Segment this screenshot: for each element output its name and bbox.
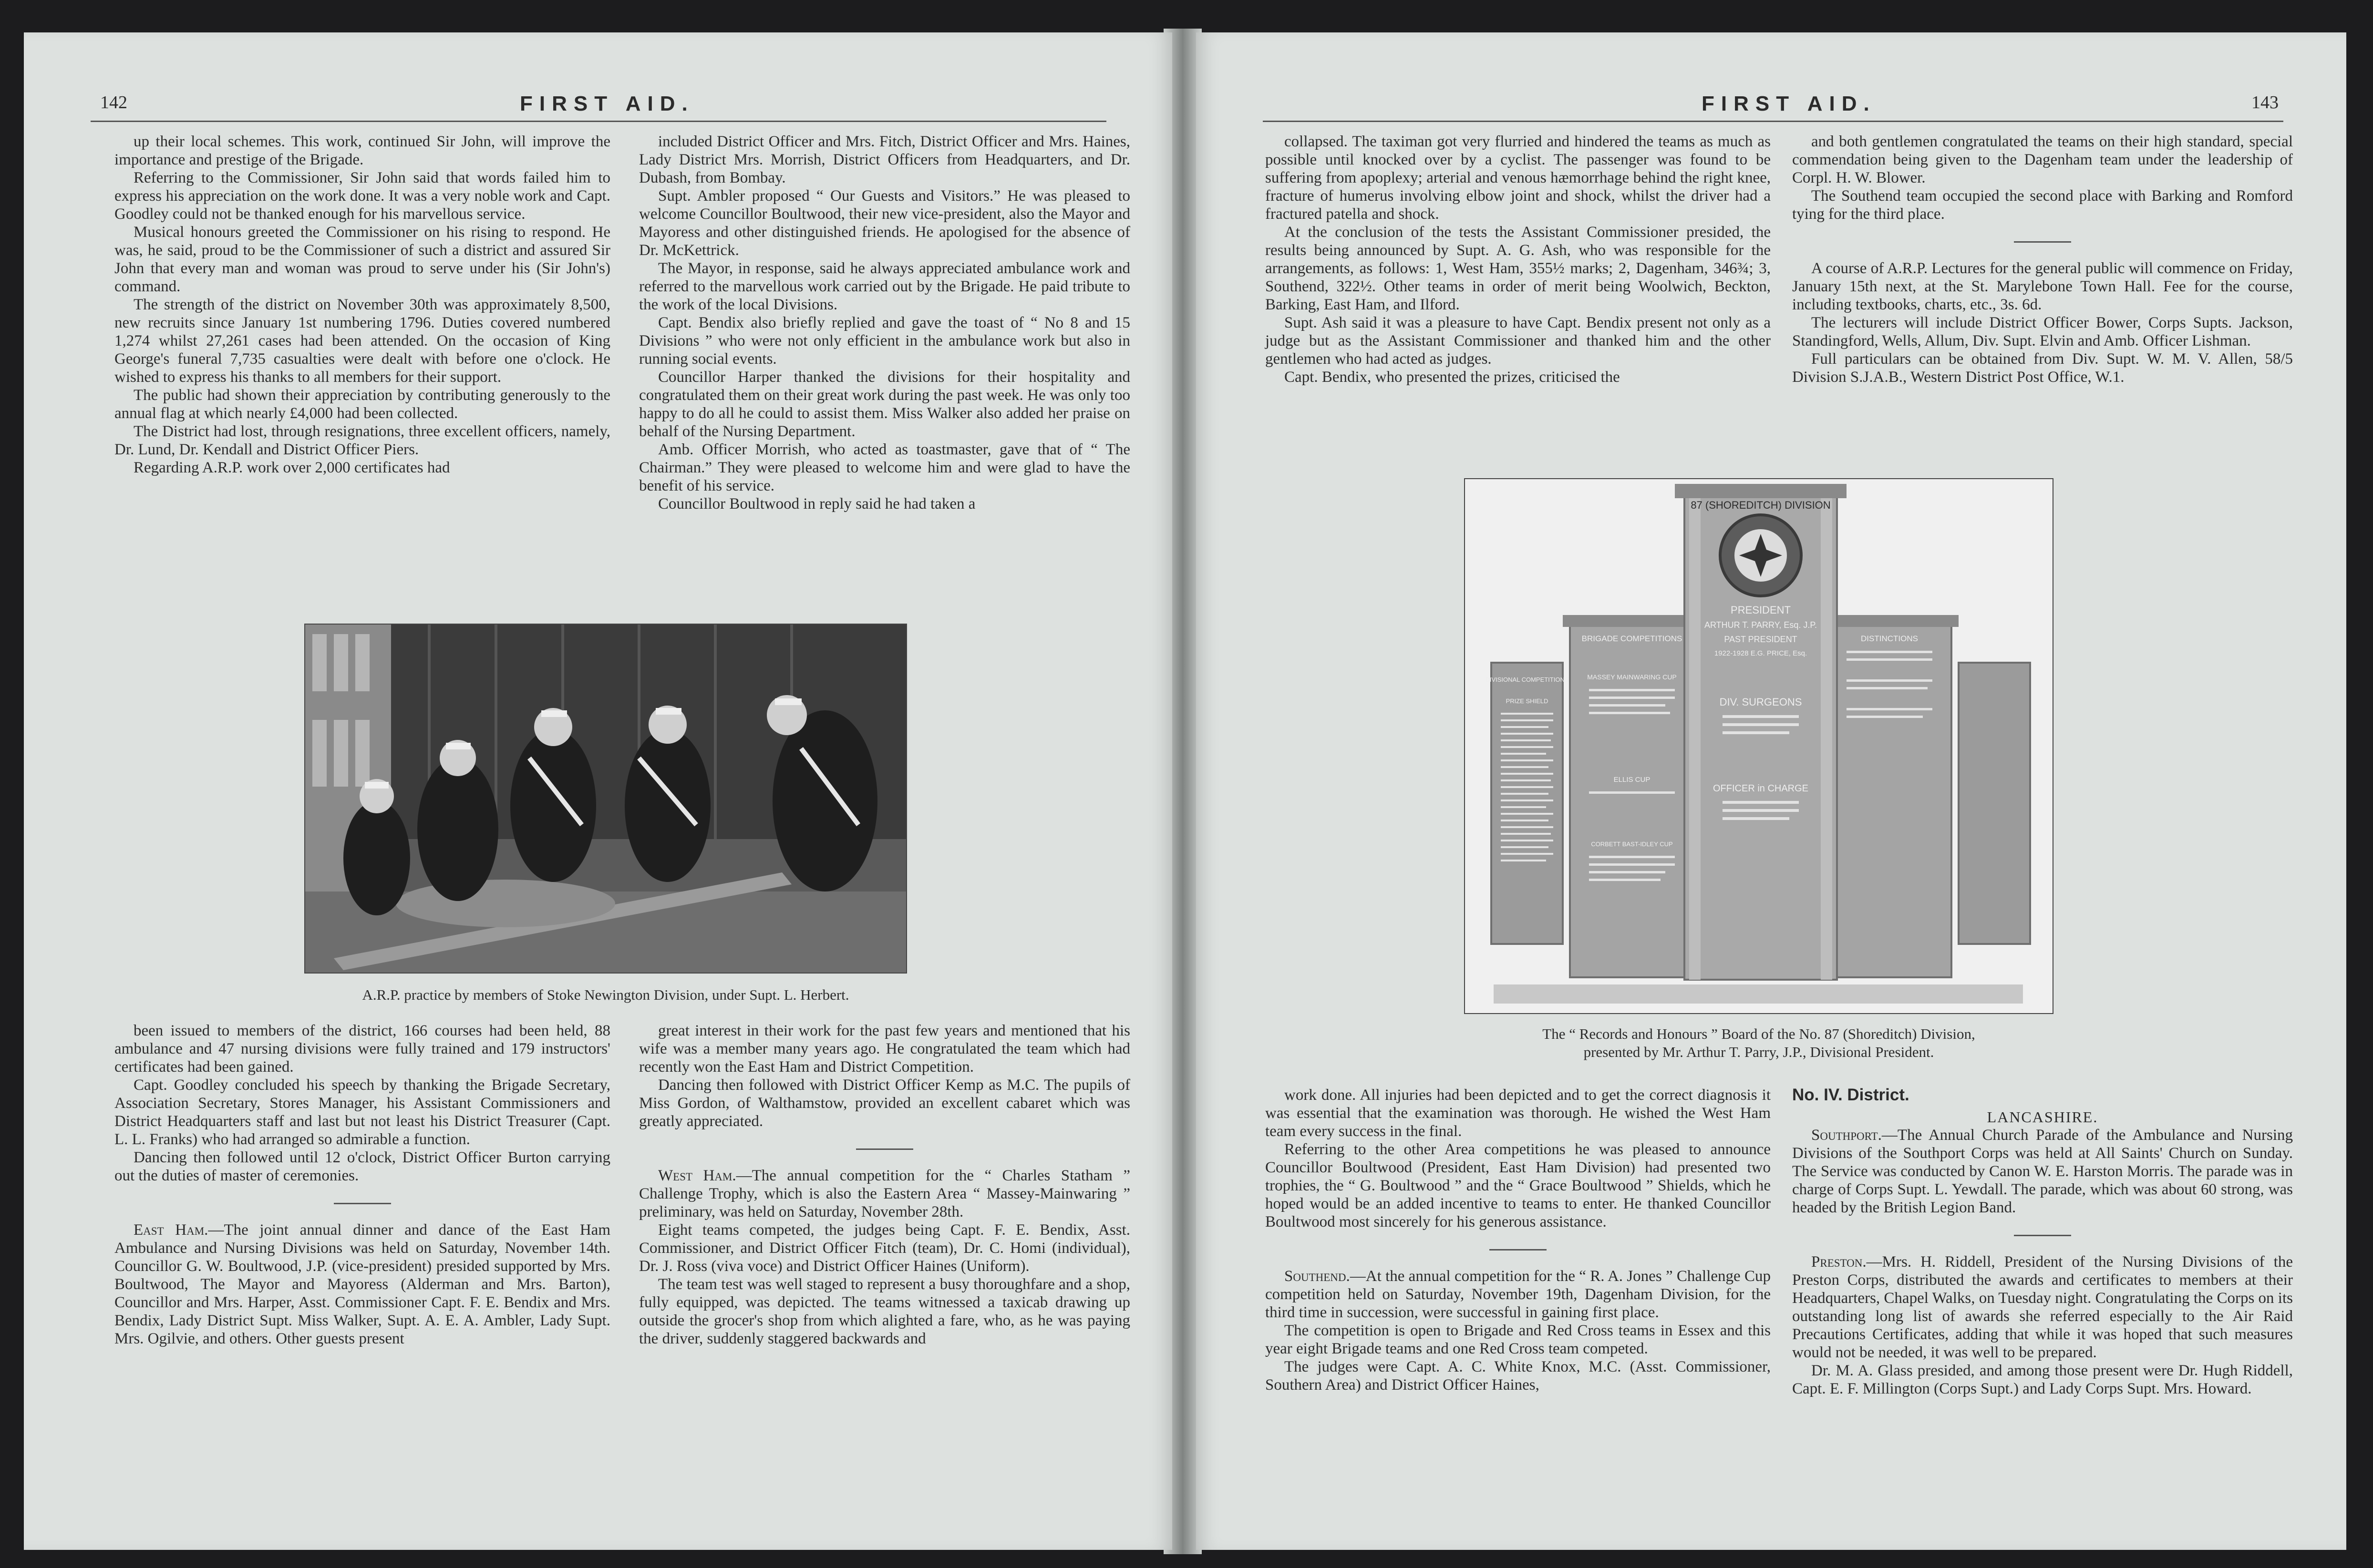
board-past-president-label: PAST PRESIDENT bbox=[1724, 635, 1797, 644]
paragraph: The competition is open to Brigade and Red Cross teams in Essex and this year eight Brigade teams and one Red Cross team competed. bbox=[1265, 1322, 1771, 1357]
board-distinctions: DISTINCTIONS bbox=[1861, 634, 1918, 643]
paragraph: work done. All injuries had been depicted and to get the correct diagnosis it was essential that the examination was thorough. He wished the West Ham team every success in the final. bbox=[1265, 1086, 1771, 1140]
paragraph: Capt. Bendix also briefly replied and gave the toast of “ No 8 and 15 Divisions ” who were not only efficient in the ambulance work but also in running social events. bbox=[639, 314, 1130, 368]
southend-paragraph: Southend.—At the annual competition for the “ R. A. Jones ” Challenge Cup competition held on Saturday, November 19th, Dagenham Division, for the third time in succession, were successful in gaining first place. bbox=[1265, 1268, 1771, 1321]
west-ham-paragraph: West Ham.—The annual competition for the “ Charles Statham ” Challenge Trophy, which is also the Eastern Area “ Massey-Mainwaring ” preliminary, was held on Saturday, November 28th. bbox=[639, 1167, 1130, 1220]
board-massey-mainwaring-cup: MASSEY MAINWARING CUP bbox=[1587, 673, 1677, 681]
paragraph: included District Officer and Mrs. Fitch, District Officer and Mrs. Haines, Lady District Mrs. Morrish, District Officers from Headquarters, and Dr. Dubash, from Bombay. bbox=[639, 133, 1130, 186]
preston-paragraph-2: Dr. M. A. Glass presided, and among those present were Dr. Hugh Riddell, Capt. E. F. Millington (Corps Supt.) and Lady Corps Supt. Mrs. Howard. bbox=[1792, 1362, 2293, 1397]
board-photo-caption: The “ Records and Honours ” Board of the No. 87 (Shoreditch) Division, presented by Mr. Arthur T. Parry, J.P., Divisional President. bbox=[1542, 1025, 1975, 1060]
right-column-2-bottom bbox=[1792, 1086, 2293, 1398]
section-divider bbox=[1265, 1231, 1771, 1267]
right-page bbox=[1196, 32, 2346, 1550]
board-president-label: PRESIDENT bbox=[1731, 604, 1791, 616]
paragraph: Referring to the other Area competitions he was pleased to announce Councillor Boultwood (President, East Ham Division) had presented two trophies, the “ G. Boultwood ” and the “ Grace Boultwood ” Shields, which he hoped would be an added incentive to teams to enter. He thanked Councillor Boultwood most sincerely for his generous assistance. bbox=[1265, 1141, 1771, 1230]
paragraph: up their local schemes. This work, continued Sir John, will improve the importance and prestige of the Brigade. bbox=[114, 133, 610, 168]
east-ham-heading: East Ham. bbox=[134, 1221, 208, 1239]
paragraph: Eight teams competed, the judges being Capt. F. E. Bendix, Asst. Commissioner, and District Officer Fitch (team), Dr. C. Homi (individual), Dr. J. Ross (viva voce) and District Officer Haines (Uniform). bbox=[639, 1221, 1130, 1275]
board-president-name: ARTHUR T. PARRY, Esq. J.P. bbox=[1704, 620, 1817, 630]
paragraph: been issued to members of the district, 166 courses had been held, 88 ambulance and 47 nursing divisions were fully trained and 179 instructors' certificates had been gained. bbox=[114, 1022, 610, 1076]
paragraph: Councillor Harper thanked the divisions for their hospitality and congratulated them on their great work during the past week. He was only too happy to do all he could to assist them. Miss Walker also added her praise on behalf of the Nursing Department. bbox=[639, 369, 1130, 440]
paragraph: Dancing then followed with District Officer Kemp as M.C. The pupils of Miss Gordon, of Walthamstow, provided an excellent cabaret which was greatly appreciated. bbox=[639, 1076, 1130, 1130]
paragraph: great interest in their work for the past few years and mentioned that his wife was a member many years ago. He congratulated the team which had recently won the East Ham and District Competition. bbox=[639, 1022, 1130, 1076]
board-divisional-competitions: DIVISIONAL COMPETITIONS bbox=[1485, 676, 1569, 683]
running-title: FIRST AID. bbox=[520, 92, 694, 115]
board-prize-shield: PRIZE SHIELD bbox=[1506, 697, 1548, 705]
records-honours-board-image bbox=[1465, 479, 2053, 1013]
paragraph: The lecturers will include District Officer Bower, Corps Supts. Jackson, Standingford, Wells, Allum, Div. Supt. Elvin and Amb. Officer Lishman. bbox=[1792, 314, 2293, 349]
paragraph: Amb. Officer Morrish, who acted as toastmaster, gave that of “ The Chairman.” They were pleased to welcome him and were glad to have the benefit of his service. bbox=[639, 441, 1130, 494]
west-ham-heading: West Ham. bbox=[658, 1167, 736, 1184]
paragraph: The public had shown their appreciation by contributing generously to the annual flag at which nearly £4,000 had been collected. bbox=[114, 387, 610, 422]
paragraph: Dancing then followed until 12 o'clock, District Officer Burton carrying out the duties of master of ceremonies. bbox=[114, 1149, 610, 1184]
east-ham-paragraph: East Ham.—The joint annual dinner and dance of the East Ham Ambulance and Nursing Divisions was held on Saturday, November 14th. Councillor G. W. Boultwood, J.P. (vice-president) presided supported by Mrs. Boultwood, The Mayor and Mayoress (Alderman and Mrs. Barton), Councillor and Mrs. Harper, Asst. Commissioner Capt. F. E. Bendix and Mrs. Bendix, Lady District Supt. Miss Walker, Supt. A. E. A. Ambler, Lady Supt. Mrs. Ogilvie, and others. Other guests present bbox=[114, 1221, 610, 1347]
paragraph: Musical honours greeted the Commissioner on his rising to respond. He was, he said, proud to be the Commissioner of such a district and assured Sir John that every man and woman was proud to serve under his (Sir John's) command. bbox=[114, 224, 610, 295]
board-officer-in-charge: OFFICER in CHARGE bbox=[1713, 783, 1809, 794]
southport-heading: Southport. bbox=[1811, 1127, 1882, 1144]
left-column-2-bottom bbox=[639, 1022, 1130, 1348]
paragraph: Full particulars can be obtained from Div. Supt. W. M. V. Allen, 58/5 Division S.J.A.B., Western District Post Office, W.1. bbox=[1792, 350, 2293, 386]
board-brigade-competitions: BRIGADE COMPETITIONS bbox=[1581, 634, 1682, 643]
paragraph: At the conclusion of the tests the Assistant Commissioner presided, the results being announced by Supt. A. G. Ash, who was responsible for the arrangements, as follows: 1, West Ham, 355½ marks; 2, Dagenham, 346¾; 3, Southend, 322½. Other teams in order of merit being Woolwich, Beckton, Barking, East Ham, and Ilford. bbox=[1265, 224, 1771, 313]
right-column-2-top bbox=[1792, 133, 2293, 386]
paragraph: The Mayor, in response, said he always appreciated ambulance work and referred to the marvellous work carried out by the Brigade. He paid tribute to the work of the local Divisions. bbox=[639, 260, 1130, 313]
paragraph: The District had lost, through resignations, three excellent officers, namely, Dr. Lund, Dr. Kendall and District Officer Piers. bbox=[114, 423, 610, 458]
board-past-president-name: 1922-1928 E.G. PRICE, Esq. bbox=[1714, 649, 1807, 657]
southport-paragraph: Southport.—The Annual Church Parade of the Ambulance and Nursing Divisions of the Southport Corps was held at All Saints' Church on Sunday. The Service was conducted by Canon W. E. Harston Morris. The parade was in charge of Corps Supt. L. Yewdall. The parade, which was about 60 strong, was headed by the British Legion Band. bbox=[1792, 1127, 2293, 1216]
paragraph: Capt. Bendix, who presented the prizes, criticised the bbox=[1284, 369, 1620, 386]
page-number: 142 bbox=[100, 92, 127, 113]
preston-heading: Preston. bbox=[1811, 1253, 1867, 1271]
paragraph: The team test was well staged to represent a busy thoroughfare and a shop, fully equipped, was depicted. The teams witnessed a taxicab drawing up outside the grocer's shop from which alighted a fare, who, as he was paying the driver, suddenly staggered backwards and bbox=[639, 1276, 1130, 1347]
paragraph: The judges were Capt. A. C. White Knox, M.C. (Asst. Commissioner, Southern Area) and District Officer Haines, bbox=[1265, 1358, 1771, 1394]
paragraph: Capt. Goodley concluded his speech by thanking the Brigade Secretary, Association Secretary, Stores Manager, his Assistant Commissioners and District Headquarters staff and last but not least his District Treasurer (Capt. L. L. Franks) who had arranged so admirable a function. bbox=[114, 1076, 610, 1148]
left-column-1-bottom bbox=[114, 1022, 610, 1348]
paragraph: Regarding A.R.P. work over 2,000 certificates had bbox=[134, 459, 450, 476]
southend-heading: Southend. bbox=[1284, 1268, 1350, 1285]
page-header-right bbox=[1263, 92, 2283, 122]
board-ellis-cup: ELLIS CUP bbox=[1613, 776, 1651, 784]
paragraph: The Southend team occupied the second place with Barking and Romford tying for the third place. bbox=[1792, 187, 2293, 223]
board-corbett-cup: CORBETT BAST-IDLEY CUP bbox=[1591, 840, 1673, 848]
left-column-1-top bbox=[114, 133, 610, 477]
paragraph: A course of A.R.P. Lectures for the general public will commence on Friday, January 15th next, at the St. Marylebone Town Hall. Fee for the course, including textbooks, charts, etc., 3s. 6d. bbox=[1792, 260, 2293, 313]
running-title: FIRST AID. bbox=[1702, 92, 1876, 115]
district-heading: No. IV. District. bbox=[1792, 1086, 1909, 1104]
preston-paragraph: Preston.—Mrs. H. Riddell, President of the Nursing Divisions of the Preston Corps, distributed the awards and certificates to members at their Headquarters, Chapel Walks, on Tuesday night. Congratulating the Corps on its outstanding long list of awards she referred especially to the Air Raid Precautions Certificates, adding that while it was hoped that such measures would not be needed, it was well to be prepared. bbox=[1792, 1253, 2293, 1361]
paragraph: Referring to the Commissioner, Sir John said that words failed him to express his appreciation on the work done. It was a very noble work and Capt. Goodley could not be thanked enough for his marvellous service. bbox=[114, 169, 610, 223]
paragraph: and both gentlemen congratulated the teams on their high standard, special commendation being given to the Dagenham team under the leadership of Corpl. H. W. Blower. bbox=[1792, 133, 2293, 186]
left-column-2-top bbox=[639, 133, 1130, 513]
arp-practice-photo bbox=[304, 624, 907, 974]
page-header-left bbox=[91, 92, 1106, 122]
paragraph: Councillor Boultwood in reply said he had taken a bbox=[658, 495, 976, 512]
section-divider bbox=[639, 1130, 1130, 1167]
section-divider bbox=[114, 1185, 610, 1221]
paragraph: The strength of the district on November 30th was approximately 8,500, new recruits since January 1st numbering 1796. Duties covered numbered 1,274 whilst 27,261 cases had been attended. On the occasion of King George's funeral 7,735 casualties were dealt with before one o'clock. He wished to express his thanks to all members for their support. bbox=[114, 296, 610, 386]
records-honours-board-photo bbox=[1464, 478, 2053, 1014]
section-divider bbox=[1792, 223, 2293, 259]
board-top-title: 87 (SHOREDITCH) DIVISION bbox=[1691, 499, 1831, 511]
board-div-surgeons: DIV. SURGEONS bbox=[1719, 696, 1802, 708]
right-column-1-top bbox=[1265, 133, 1771, 386]
county-heading: LANCASHIRE. bbox=[1987, 1108, 2098, 1126]
paragraph: Supt. Ambler proposed “ Our Guests and Visitors.” He was pleased to welcome Councillor Boultwood, their new vice-president, also the Mayor and Mayoress and other distinguished friends. He apologised for the absence of Dr. McKettrick. bbox=[639, 187, 1130, 259]
paragraph: collapsed. The taximan got very flurried and hindered the teams as much as possible until knocked over by a cyclist. The passenger was found to be suffering from apoplexy; arterial and venous hæmorrhage behind the right knee, fracture of humerus involving elbow joint and shock, whilst the driver had a fractured patella and shock. bbox=[1265, 133, 1771, 223]
right-column-1-bottom bbox=[1265, 1086, 1771, 1394]
page-number: 143 bbox=[2251, 92, 2279, 113]
arp-photo-caption: A.R.P. practice by members of Stoke Newington Division, under Supt. L. Herbert. bbox=[362, 986, 849, 1003]
section-divider bbox=[1792, 1217, 2293, 1253]
arp-practice-photo-image bbox=[305, 625, 906, 973]
paragraph: Supt. Ash said it was a pleasure to have Capt. Bendix present not only as a judge but as the Assistant Commissioner and thanked him and the other gentlemen who had acted as judges. bbox=[1265, 314, 1771, 368]
left-page bbox=[24, 32, 1172, 1550]
